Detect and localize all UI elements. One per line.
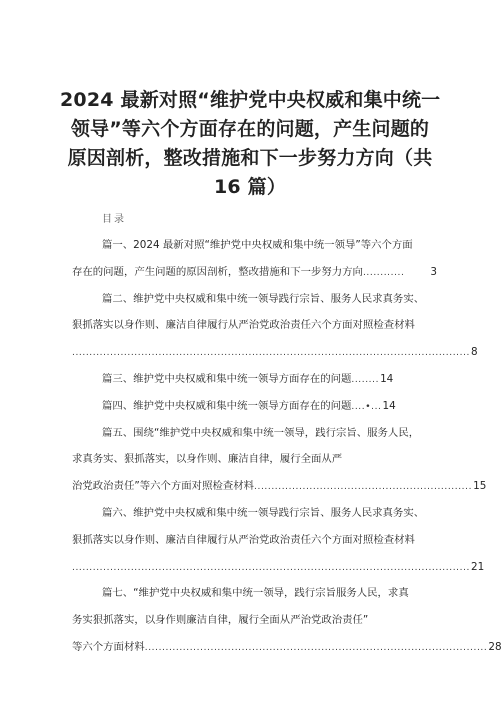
title-line: 16 篇）	[213, 176, 287, 198]
toc-page-number: 3	[430, 265, 437, 278]
toc-heading: 目录	[102, 214, 126, 225]
toc-entry-7-line[interactable]: 务实狠抓落实，以身作则廉洁自律，履行全面从严治党政治责任”	[72, 614, 369, 627]
toc-page-number: 14	[380, 372, 394, 385]
toc-page-number: 14	[382, 399, 396, 412]
toc-entry-4-line[interactable]	[72, 393, 437, 420]
toc-leader-dots: ...................................................................................................................	[72, 562, 470, 573]
toc-entry-2-line[interactable]: 篇二、维护党中央权威和集中统一领导践行宗旨、服务人民求真务实、	[102, 292, 425, 305]
toc-page-number: 28	[488, 640, 502, 653]
toc-leader-dots: ...............................................................	[254, 482, 473, 493]
toc-page-number: 15	[473, 480, 487, 493]
toc-entry-2-line[interactable]: 狠抓落实以身作则、廉洁自律履行从严治党政治责任六个方面对照检查材料	[72, 319, 415, 332]
toc-entry-5-line[interactable]: 求真务实、狠抓落实，以身作则、廉洁自律，履行全面从严	[72, 453, 343, 466]
toc-entry-3-line[interactable]	[72, 366, 437, 393]
toc-leader-dots: ...................................................................................................................	[72, 348, 470, 359]
toc-entry-6-line[interactable]: 篇六、维护党中央权威和集中统一领导践行宗旨、服务人民求真务实、	[102, 506, 425, 519]
toc-entry-2-last-line[interactable]	[72, 339, 478, 366]
toc-entry-text: 篇四、维护党中央权威和集中统一领导方面存在的问题	[102, 399, 352, 412]
toc-entry-1-line[interactable]: 篇一、2024 最新对照“维护党中央权威和集中统一领导”等六个方面	[102, 239, 413, 251]
document-title	[60, 86, 440, 202]
toc-entry-5-line[interactable]: 篇五、围绕“维护党中央权威和集中统一领导，践行宗旨、服务人民，	[102, 426, 420, 439]
toc-leader-dots: ...................................................................................................	[144, 642, 488, 653]
table-of-contents	[72, 232, 502, 661]
title-line: 2024 最新对照“维护党中央权威和集中统一	[60, 89, 441, 111]
title-line: 领导”等六个方面存在的问题，产生问题的	[70, 118, 430, 140]
toc-leader-dots: ....•...	[351, 401, 382, 412]
toc-entry-1-last-line[interactable]	[72, 259, 437, 286]
toc-entry-5-last-line[interactable]	[72, 473, 487, 500]
toc-leader-dots: ............	[362, 267, 405, 278]
toc-entry-text: 存在的问题，产生问题的原因剖析，整改措施和下一步努力方向	[72, 265, 363, 278]
toc-entry-6-last-line[interactable]	[72, 554, 485, 581]
toc-page-number: 8	[471, 346, 478, 359]
toc-entry-text: 篇三、维护党中央权威和集中统一领导方面存在的问题	[102, 372, 352, 385]
toc-leader-dots: ........	[351, 374, 380, 385]
toc-entry-text: 等六个方面材料	[72, 640, 145, 653]
toc-entry-text: 治党政治责任”等六个方面对照检查材料	[72, 480, 255, 493]
toc-entry-7-last-line[interactable]	[72, 634, 502, 661]
toc-page-number: 21	[471, 560, 485, 573]
toc-entry-6-line[interactable]: 狠抓落实以身作则、廉洁自律履行从严治党政治责任六个方面对照检查材料	[72, 533, 415, 546]
title-line: 原因剖析，整改措施和下一步努力方向（共	[67, 147, 433, 169]
toc-entry-7-line[interactable]: 篇七、“维护党中央权威和集中统一领导，践行宗旨服务人民，求真	[102, 587, 409, 600]
